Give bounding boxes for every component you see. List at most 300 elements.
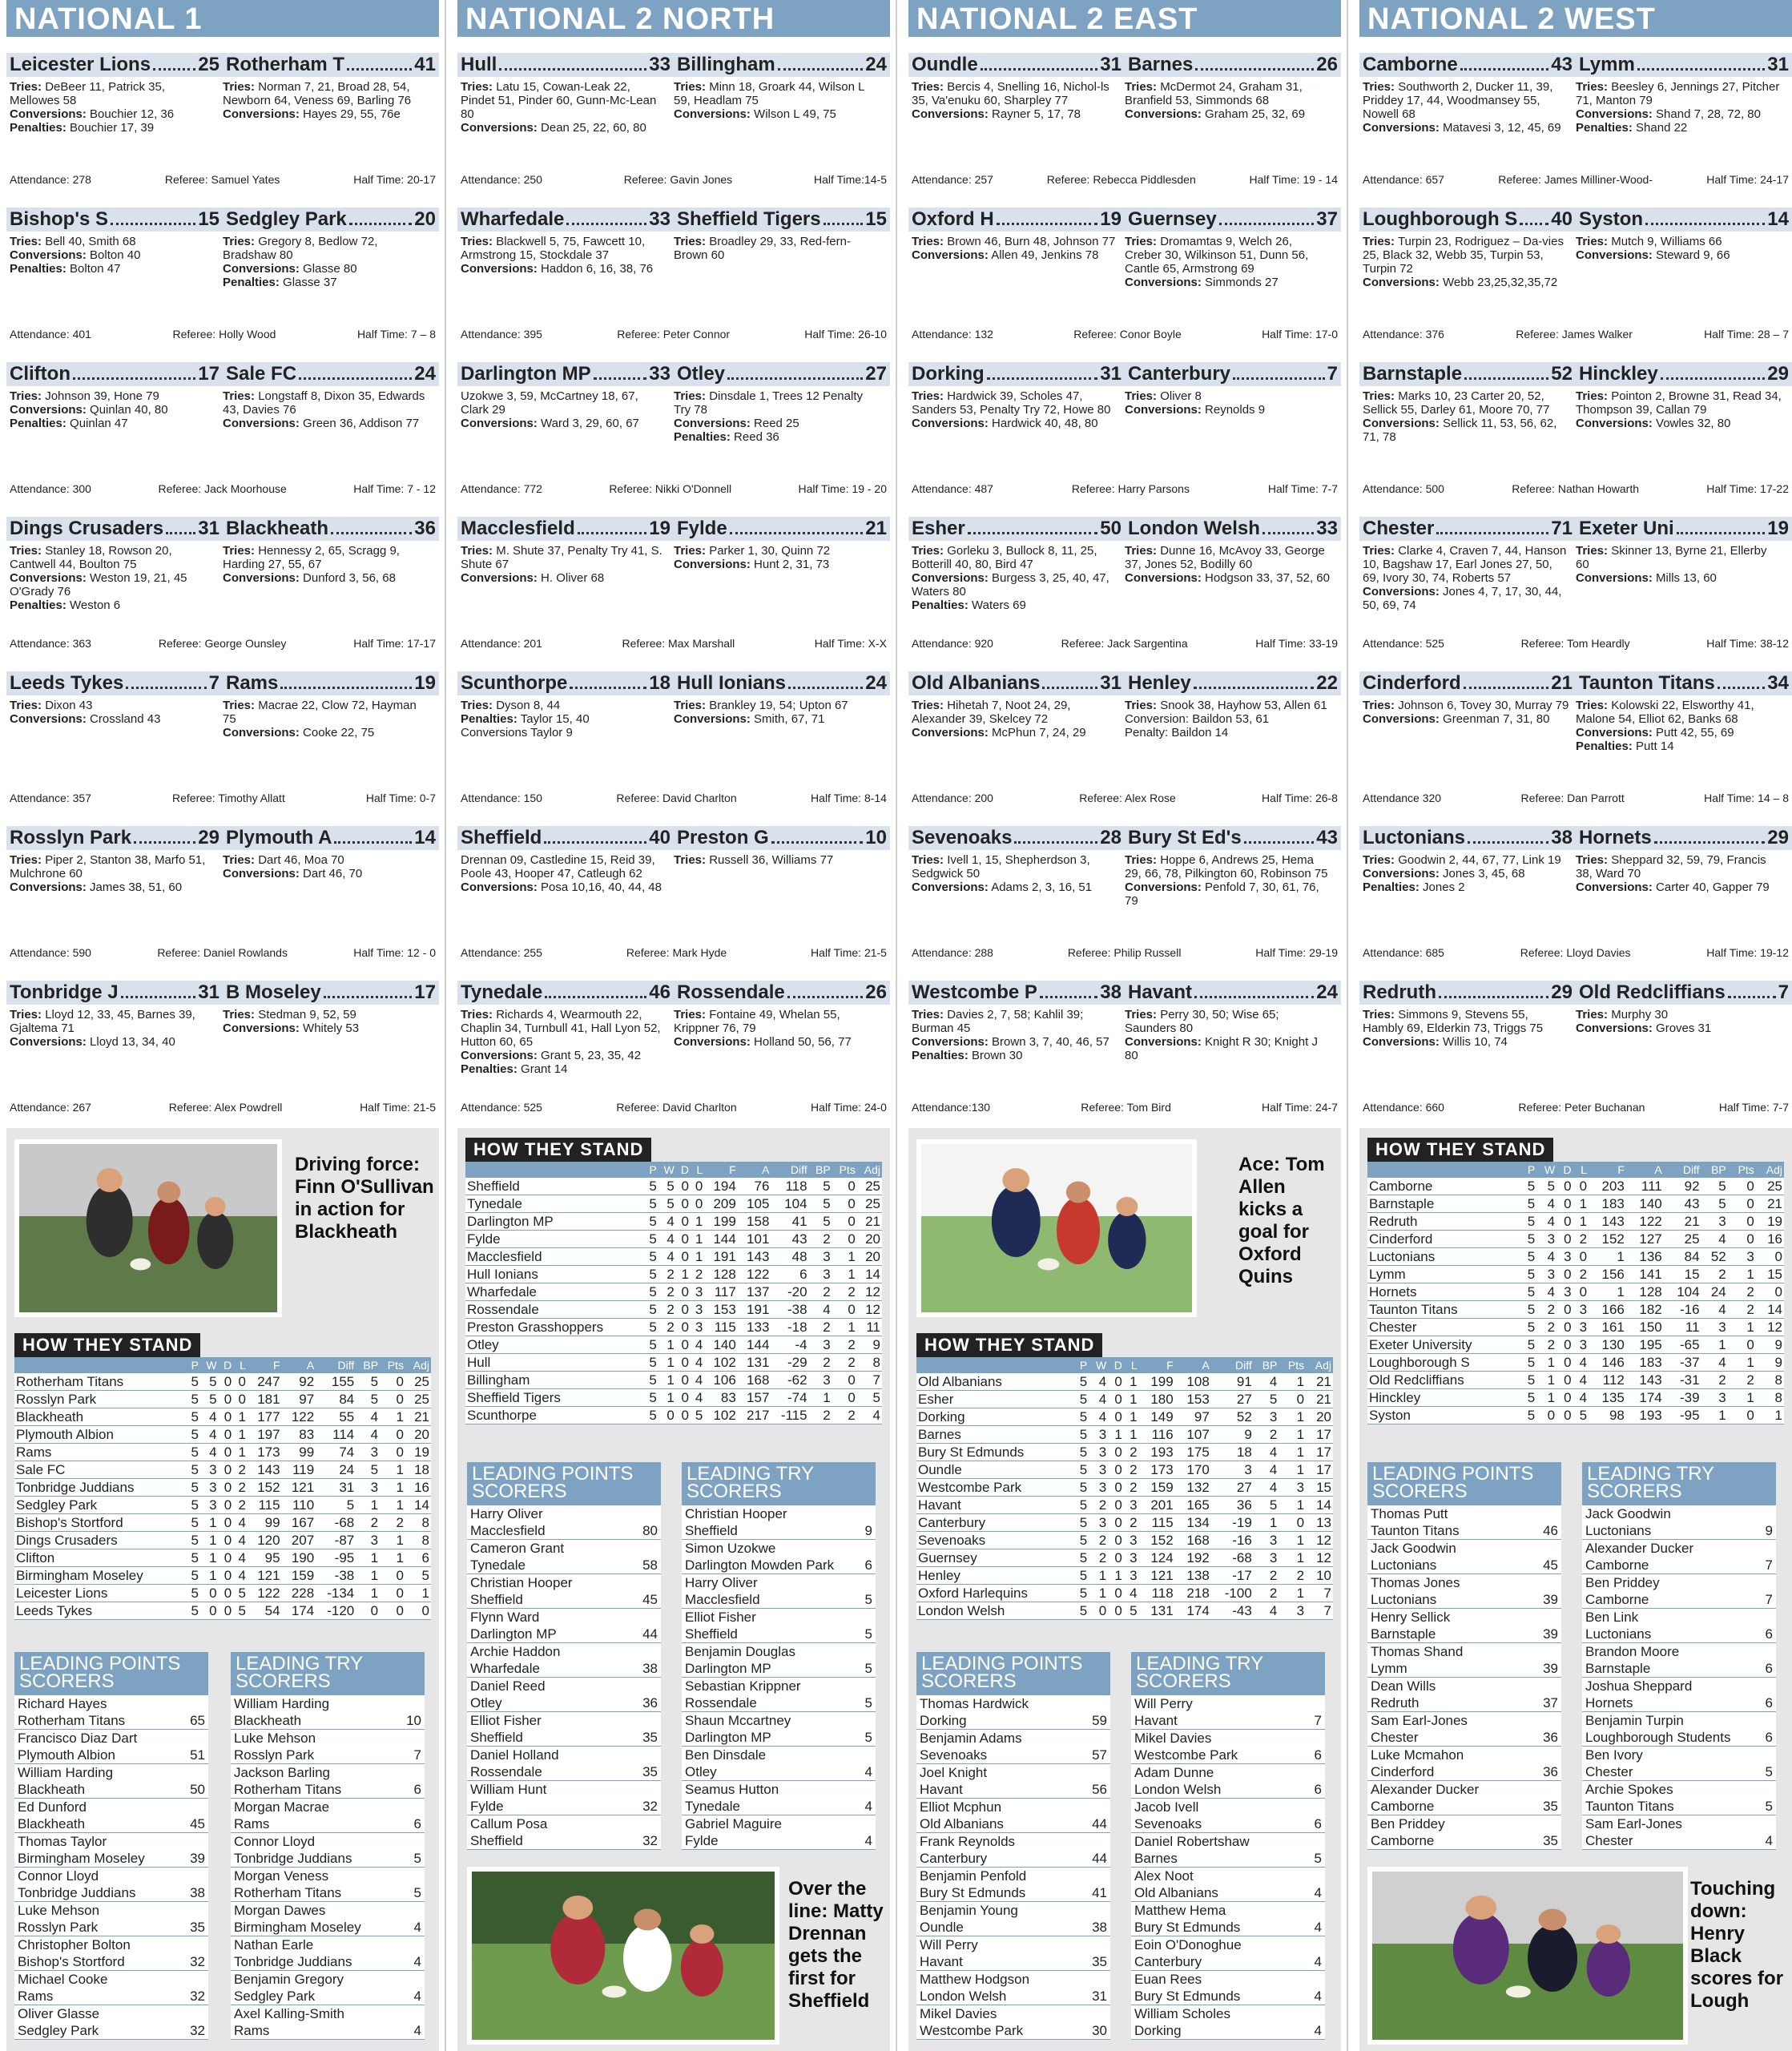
team-name: Old Redcliffians: [1579, 981, 1726, 1003]
half-time: Half Time: 17-17: [353, 637, 436, 650]
scorer-type: Conversions:: [10, 880, 87, 894]
leaders-title: LEADING TRY SCORERS: [1582, 1462, 1776, 1505]
away-team: [1576, 362, 1792, 386]
stat-cell: 153: [704, 1301, 738, 1319]
player-total: 45: [1543, 1557, 1558, 1573]
scorer-details: [1359, 1005, 1792, 1094]
column-divider: [1347, 0, 1348, 2051]
stat-cell: 130: [1589, 1336, 1626, 1354]
stat-cell: 3: [200, 1479, 219, 1497]
scorer-line: [223, 276, 429, 289]
home-scorers: [461, 544, 674, 631]
stat-cell: -4: [771, 1336, 808, 1354]
attendance: Attendance: 590: [10, 946, 91, 959]
player-club: Darlington MP: [685, 1730, 771, 1745]
home-team: [457, 53, 674, 77]
player-club: Dorking: [1134, 2023, 1182, 2038]
stat-cell: 5: [645, 1336, 658, 1354]
scorer-row: [1131, 1971, 1325, 2005]
team-score: 25: [198, 54, 219, 75]
scorer-line: [1576, 1021, 1782, 1035]
column-header: D: [676, 1162, 691, 1178]
stat-cell: 3: [691, 1301, 704, 1319]
scorer-type: Tries:: [10, 699, 42, 712]
referee: Referee: Jack Moorhouse: [158, 482, 287, 495]
stat-cell: 0: [219, 1567, 234, 1585]
scorer-line: [1576, 880, 1782, 894]
dot-leader: [545, 984, 646, 998]
stat-cell: 4: [1089, 1373, 1108, 1391]
stat-cell: 0: [1108, 1461, 1124, 1479]
player-club: Old Albanians: [1134, 1885, 1218, 1900]
stat-cell: 0: [1728, 1231, 1756, 1248]
away-scorers: [674, 853, 887, 940]
stat-cell: 2: [1701, 1266, 1728, 1283]
scorer-type: Tries:: [10, 544, 42, 558]
stat-cell: 1: [1279, 1497, 1306, 1514]
stat-cell: 0: [219, 1373, 234, 1391]
scorer-list: Jones 3, 45, 68: [1443, 867, 1525, 880]
scorer-type: Conversions:: [1363, 121, 1440, 135]
stat-cell: 0: [1108, 1444, 1124, 1461]
scorer-list: Penalty: Baildon 14: [1125, 726, 1229, 739]
team-name: Hornets: [1579, 827, 1652, 848]
stat-cell: 1: [1279, 1408, 1306, 1426]
scorer-type: Tries:: [674, 544, 707, 558]
stat-cell: 0: [832, 1178, 857, 1195]
team-name: Bury St Ed's: [1128, 827, 1242, 848]
stat-cell: 4: [1254, 1373, 1279, 1391]
scorer-type: Tries:: [223, 699, 256, 712]
stat-cell: 203: [1589, 1178, 1626, 1195]
dot-leader: [280, 675, 412, 689]
player-club: Sheffield: [470, 1592, 523, 1607]
stat-cell: 21: [1306, 1373, 1333, 1391]
player-club: London Welsh: [920, 1989, 1007, 2004]
scorer-line: [912, 248, 1118, 262]
scorer-type: Conversions:: [10, 1035, 87, 1049]
stat-cell: -31: [1664, 1372, 1701, 1389]
attendance: Attendance: 525: [461, 1101, 542, 1114]
player-total: 46: [1543, 1523, 1558, 1538]
team-cell: Leeds Tykes: [14, 1602, 186, 1620]
team-cell: Exeter University: [1367, 1336, 1521, 1354]
stat-cell: 175: [1175, 1444, 1211, 1461]
team-score: 18: [649, 672, 670, 694]
stat-cell: 84: [1664, 1248, 1701, 1266]
stat-cell: 17: [1306, 1426, 1333, 1444]
attendance: Attendance: 288: [912, 946, 993, 959]
player-club: Dorking: [920, 1713, 967, 1728]
player-club-line: [231, 1884, 425, 1901]
scorer-row: [467, 1815, 661, 1850]
player-club: Plymouth Albion: [18, 1747, 115, 1763]
scorer-list: M. Shute 37, Penalty Try 41, S. Shute 67: [461, 544, 662, 571]
match-report: [908, 810, 1341, 965]
scorer-list: Dunford 3, 56, 68: [303, 571, 396, 585]
attendance: Attendance: 250: [461, 173, 542, 186]
team-name: Wharfedale: [461, 208, 565, 230]
scorer-row: [1582, 1609, 1776, 1643]
scorer-type: Conversions:: [1363, 585, 1440, 598]
table-row: [916, 1408, 1333, 1426]
scorer-line: [1125, 235, 1331, 276]
stat-cell: 2: [658, 1283, 676, 1301]
stat-cell: 0: [1573, 1283, 1589, 1301]
stat-cell: 5: [186, 1514, 200, 1532]
scorer-row: [682, 1505, 876, 1540]
player-club-line: [682, 1660, 876, 1677]
stat-cell: 136: [1626, 1248, 1664, 1266]
player-total: 30: [1092, 2023, 1107, 2038]
away-team: [674, 671, 890, 695]
stat-cell: 118: [771, 1178, 808, 1195]
scorer-line: [461, 571, 667, 585]
attendance: Attendance: 395: [461, 328, 542, 340]
player-name: Frank Reynolds: [920, 1834, 1016, 1849]
scorer-row: [1367, 1781, 1561, 1815]
player-name: Jack Goodwin: [1585, 1506, 1671, 1521]
match-info: [908, 1099, 1341, 1115]
stat-cell: 5: [1521, 1389, 1536, 1407]
match-info: [1359, 171, 1792, 187]
scorer-line: [1125, 1035, 1331, 1062]
league-table-title: HOW THEY STAND: [916, 1333, 1102, 1357]
scorer-list: Groves 31: [1656, 1021, 1712, 1035]
team-score: 29: [1767, 363, 1789, 385]
stat-cell: 48: [771, 1248, 808, 1266]
scorer-row: [467, 1712, 661, 1747]
player-total: 35: [1543, 1833, 1558, 1848]
player-name: Seamus Hutton: [685, 1782, 779, 1797]
team-score: 10: [865, 827, 887, 848]
scorer-type: Penalties:: [461, 1062, 517, 1076]
scorer-line: [461, 544, 667, 571]
scorer-list: Dromamtas 9, Welch 26, Creber 30, Wilkinson 51, Dunn 56, Cantle 65, Armstrong 69: [1125, 235, 1309, 276]
stat-cell: 0: [1556, 1354, 1573, 1372]
stat-cell: 0: [1756, 1283, 1784, 1301]
match-scoreline: [908, 362, 1341, 386]
scorer-row: [467, 1643, 661, 1678]
team-cell: Plymouth Albion: [14, 1426, 186, 1444]
scorer-list: Bouchier 12, 36: [90, 107, 175, 121]
team-score: 26: [1316, 54, 1338, 75]
team-score: 26: [865, 981, 887, 1003]
player-club: Tonbridge Juddians: [234, 1954, 352, 1969]
team-cell: Birmingham Moseley: [14, 1567, 186, 1585]
dot-leader: [1645, 211, 1765, 225]
dot-leader: [1262, 520, 1314, 534]
table-row: [1367, 1178, 1784, 1195]
stat-cell: 137: [738, 1283, 771, 1301]
home-scorers: [1363, 80, 1576, 167]
scorer-row: [467, 1540, 661, 1574]
player-name: Matthew Hema: [1134, 1903, 1226, 1918]
team-cell: Sedgley Park: [14, 1497, 186, 1514]
scorer-line: [223, 1008, 429, 1021]
stat-cell: 110: [282, 1497, 316, 1514]
scorer-list: Dinsdale 1, Trees 12 Penalty Try 78: [674, 389, 863, 417]
stat-cell: 14: [1756, 1301, 1784, 1319]
player-club: Havant: [920, 1954, 963, 1969]
scorer-list: Uzokwe 3, 59, McCartney 18, 67, Clark 29: [461, 389, 638, 417]
team-name: Redruth: [1363, 981, 1436, 1003]
team-cell: Cinderford: [1367, 1231, 1521, 1248]
match-report: [908, 965, 1341, 1119]
player-name: Benjamin Penfold: [920, 1868, 1027, 1884]
stat-cell: 2: [1728, 1372, 1756, 1389]
scorer-type: Conversions:: [674, 558, 751, 571]
scorer-row: [682, 1678, 876, 1712]
stat-cell: 11: [1664, 1319, 1701, 1336]
scorer-type: Tries:: [1363, 389, 1395, 403]
stat-cell: 0: [356, 1602, 380, 1620]
home-scorers: [1363, 235, 1576, 321]
scorer-row: [682, 1712, 876, 1747]
stat-cell: 14: [1306, 1497, 1333, 1514]
scorer-row: [14, 1833, 208, 1868]
stat-cell: 21: [1756, 1195, 1784, 1213]
player-club-line: [1582, 1660, 1776, 1677]
stat-cell: 1: [1589, 1283, 1626, 1301]
team-score: 19: [1767, 518, 1789, 539]
league-table-title: HOW THEY STAND: [465, 1138, 651, 1162]
scorer-list: Mills 13, 60: [1656, 571, 1717, 585]
player-name: Archie Spokes: [1585, 1782, 1673, 1797]
player-name: Cameron Grant: [470, 1541, 565, 1556]
team-score: 43: [1316, 827, 1338, 848]
player-club-line: [14, 1953, 208, 1970]
scorer-row: [231, 1730, 425, 1764]
stat-cell: 3: [1124, 1567, 1139, 1585]
player-name: William Scholes: [1134, 2006, 1230, 2021]
scorer-line: [461, 1062, 667, 1076]
stat-cell: 10: [1306, 1567, 1333, 1585]
player-club: Loughborough Students: [1585, 1730, 1731, 1745]
stat-cell: 0: [219, 1532, 234, 1549]
match-scoreline: [908, 671, 1341, 695]
dot-leader: [499, 56, 646, 71]
player-club: Westcombe Park: [1134, 1747, 1238, 1763]
stat-cell: -43: [1211, 1602, 1254, 1620]
scorer-row: [916, 1936, 1110, 1971]
scorer-list: Knight R 30; Knight J 80: [1125, 1035, 1318, 1062]
scorer-type: Conversions:: [674, 417, 751, 430]
stat-cell: 6: [771, 1266, 808, 1283]
stat-cell: 0: [1536, 1407, 1556, 1424]
stat-cell: 1: [1124, 1426, 1139, 1444]
match-info: [457, 945, 890, 961]
stat-cell: 5: [1073, 1567, 1089, 1585]
dot-leader: [153, 56, 195, 71]
scorer-type: Tries:: [223, 235, 256, 248]
player-name: Morgan Veness: [234, 1868, 329, 1884]
scorer-list: Hardwick 39, Scholes 47, Sanders 53, Penalty Try 72, Howe 80: [912, 389, 1111, 417]
stat-cell: 2: [1536, 1301, 1556, 1319]
column-header: F: [1589, 1162, 1626, 1178]
away-team: [223, 517, 439, 541]
scorer-type: Conversions:: [912, 571, 989, 585]
half-time: Half Time: 12 - 0: [353, 946, 436, 959]
player-total: 4: [864, 1799, 872, 1814]
stat-cell: 4: [658, 1231, 676, 1248]
stat-cell: 3: [1124, 1532, 1139, 1549]
scorer-type: Conversions:: [223, 262, 300, 276]
stat-cell: 5: [1521, 1266, 1536, 1283]
stat-cell: 4: [1573, 1354, 1589, 1372]
player-total: 32: [190, 2023, 205, 2038]
half-time: Half Time: 7-7: [1267, 482, 1338, 495]
player-name: Flynn Ward: [470, 1610, 540, 1625]
leading-try-scorers: [231, 1652, 425, 2040]
scorer-list: Johnson 39, Hone 79: [45, 389, 159, 403]
team-score: 38: [1100, 981, 1122, 1003]
stat-cell: 3: [1089, 1479, 1108, 1497]
scorer-line: [912, 571, 1118, 598]
player-club: Bury St Edmunds: [1134, 1989, 1241, 2004]
dot-leader: [1436, 520, 1548, 534]
team-cell: Leicester Lions: [14, 1585, 186, 1602]
team-cell: Guernsey: [916, 1549, 1073, 1567]
dot-leader: [1460, 56, 1549, 71]
dot-leader: [126, 675, 206, 689]
stat-cell: 0: [380, 1373, 405, 1391]
scorer-row: [1131, 2005, 1325, 2040]
player-name: Ben Priddey: [1585, 1575, 1660, 1590]
scorer-type: Tries:: [912, 853, 944, 867]
stat-cell: 14: [857, 1266, 882, 1283]
stat-cell: 183: [1626, 1354, 1664, 1372]
scorer-list: Posa 10,16, 40, 44, 48: [541, 880, 662, 894]
stat-cell: 2: [658, 1319, 676, 1336]
away-scorers: [1125, 853, 1338, 940]
match-report: [457, 655, 890, 810]
player-club-line: [14, 1850, 208, 1867]
player-total: 36: [1543, 1730, 1558, 1745]
stat-cell: 17: [1306, 1444, 1333, 1461]
player-name: Michael Cooke: [18, 1972, 108, 1987]
stat-cell: 132: [1175, 1479, 1211, 1497]
stat-cell: 92: [1664, 1178, 1701, 1195]
match-scoreline: [908, 517, 1341, 541]
team-cell: Clifton: [14, 1549, 186, 1567]
half-time: Half Time: 7 - 12: [353, 482, 436, 495]
dot-leader: [1233, 365, 1325, 380]
team-name: Loughborough S: [1363, 208, 1518, 230]
stat-cell: 0: [380, 1391, 405, 1408]
player-name: Christian Hooper: [685, 1506, 787, 1521]
stat-cell: 1: [658, 1336, 676, 1354]
match-info: [908, 481, 1341, 497]
column-header: D: [219, 1357, 234, 1373]
referee: Referee: Lloyd Davies: [1520, 946, 1631, 959]
scorer-row: [467, 1678, 661, 1712]
scorer-line: [1363, 544, 1569, 585]
team-cell: Wharfedale: [465, 1283, 645, 1301]
player-club: Barnstaple: [1585, 1661, 1651, 1676]
stat-cell: 0: [405, 1602, 431, 1620]
standings-header-row: [916, 1357, 1333, 1373]
scorer-list: Simmonds 27: [1205, 276, 1279, 289]
stat-cell: -134: [316, 1585, 356, 1602]
scorer-list: Hihetah 7, Noot 24, 29, Alexander 39, Skelcey 72: [912, 699, 1071, 726]
match-info: [457, 790, 890, 806]
player-name: Ben Priddey: [1371, 1816, 1445, 1831]
stat-cell: 2: [1536, 1336, 1556, 1354]
scorer-line: [1576, 80, 1782, 107]
stat-cell: 0: [1108, 1373, 1124, 1391]
match-info: [1359, 1099, 1792, 1115]
scorer-type: Conversions:: [10, 107, 87, 121]
player-club: Tynedale: [470, 1557, 526, 1573]
scorer-line: [1125, 276, 1331, 289]
stat-cell: 5: [1073, 1514, 1089, 1532]
stat-cell: 1: [691, 1231, 704, 1248]
stat-cell: 2: [1124, 1514, 1139, 1532]
stat-cell: 107: [1175, 1426, 1211, 1444]
player-club: Sedgley Park: [18, 2023, 99, 2038]
stat-cell: 1: [1124, 1373, 1139, 1391]
scorer-list: Whitely 53: [303, 1021, 360, 1035]
player-club-line: [1131, 1747, 1325, 1763]
dot-leader: [1194, 675, 1315, 689]
scorer-line: [10, 1035, 216, 1049]
stat-cell: 0: [1728, 1407, 1756, 1424]
stat-cell: 127: [1626, 1231, 1664, 1248]
scorer-row: [916, 1868, 1110, 1902]
player-total: 10: [406, 1713, 421, 1728]
table-row: [465, 1336, 882, 1354]
scorer-details: [457, 232, 890, 321]
scorer-list: Fontaine 49, Whelan 55, Krippner 76, 79: [674, 1008, 840, 1035]
dot-leader: [299, 365, 412, 380]
player-club: Chester: [1585, 1833, 1633, 1848]
home-scorers: [461, 853, 674, 940]
stat-cell: 1: [691, 1248, 704, 1266]
home-team: [6, 826, 223, 850]
stat-cell: 4: [356, 1408, 380, 1426]
stat-cell: 1: [1756, 1407, 1784, 1424]
scorer-row: [467, 1505, 661, 1540]
stat-cell: 1: [380, 1461, 405, 1479]
team-name: Rossendale: [677, 981, 785, 1003]
home-team: [457, 826, 674, 850]
scorer-line: [461, 389, 667, 417]
match-report: [457, 501, 890, 655]
player-club-line: [1367, 1591, 1561, 1608]
stat-cell: 2: [832, 1354, 857, 1372]
match-info: [908, 326, 1341, 342]
scorer-type: Tries:: [674, 699, 707, 712]
team-cell: Lymm: [1367, 1266, 1521, 1283]
player-club: Hornets: [1585, 1695, 1633, 1711]
player-total: 45: [642, 1592, 658, 1607]
player-club: Luctonians: [1371, 1592, 1437, 1607]
column-header: A: [1175, 1357, 1211, 1373]
player-total: 5: [413, 1851, 421, 1866]
player-club-line: [1367, 1832, 1561, 1849]
match-info: [457, 481, 890, 497]
team-cell: Old Redcliffians: [1367, 1372, 1521, 1389]
stat-cell: -39: [1664, 1389, 1701, 1407]
stat-cell: 5: [1521, 1301, 1536, 1319]
player-name: Ed Dunford: [18, 1799, 87, 1815]
scorer-line: [10, 880, 216, 894]
column-header: Diff: [1211, 1357, 1254, 1373]
team-cell: Dings Crusaders: [14, 1532, 186, 1549]
referee: Referee: Max Marshall: [622, 637, 735, 650]
stat-cell: 1: [832, 1266, 857, 1283]
